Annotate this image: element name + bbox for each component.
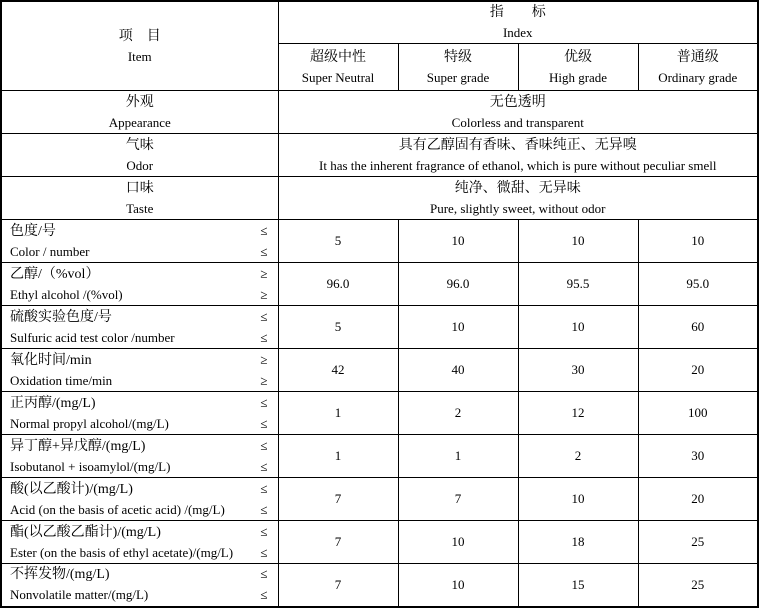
limit-symbol: ≥ [260,351,268,367]
item-cell [1,91,278,134]
value-cell: 5 [278,306,398,349]
value-cell: 10 [638,220,758,263]
value-en: It has the inherent fragrance of ethanol, which is pure without peculiar smell [319,157,717,173]
item-line-en [10,457,268,477]
value-cell: 10 [398,306,518,349]
value-cell: 10 [398,564,518,607]
item-cell [1,306,278,349]
item-line-zh [10,264,268,285]
grade-zh: 超级中性 [310,49,366,65]
value-cell: 18 [518,521,638,564]
row-odor [1,134,758,177]
item-line-en [10,500,268,520]
value-zh: 无色透明 [489,94,546,110]
item-label-en: Acid (on the basis of acetic acid) /(mg/L) [10,501,225,517]
value-cell: 96.0 [278,263,398,306]
limit-symbol: ≤ [260,394,268,410]
grade-header-high-grade [518,44,638,91]
item-header-cell [1,1,278,91]
limit-symbol: ≤ [260,501,268,517]
item-line-zh [10,522,268,543]
value-cell: 2 [518,435,638,478]
grade-en: Ordinary grade [658,69,738,85]
index-header-zh: 指 标 [489,5,546,20]
value-cell: 42 [278,349,398,392]
item-label-en: Odor [126,157,154,173]
item-label-zh: 异丁醇+异戊醇/(mg/L) [10,438,146,454]
value-cell-merged [278,91,758,134]
value-cell: 40 [398,349,518,392]
value-cell: 100 [638,392,758,435]
value-cell: 7 [278,521,398,564]
row-taste [1,177,758,220]
value-cell: 12 [518,392,638,435]
value-cell: 25 [638,564,758,607]
value-zh: 具有乙醇固有香味、香味纯正、无异嗅 [398,137,637,153]
value-cell: 1 [278,392,398,435]
grade-zh: 特级 [444,49,472,65]
item-label-en: Ester (on the basis of ethyl acetate)/(mg/L) [10,544,234,560]
item-label-zh: 酸(以乙酸计)/(mg/L) [10,481,133,497]
limit-symbol: ≤ [260,308,268,324]
item-label-en: Isobutanol + isoamylol/(mg/L) [10,458,171,474]
grade-en: Super Neutral [301,69,375,85]
limit-symbol: ≤ [260,566,268,582]
row-ethyl-alcohol [1,263,758,306]
item-label-en: Color / number [10,243,90,259]
row-oxidation-time [1,349,758,392]
item-cell [1,220,278,263]
item-label-zh: 正丙醇/(mg/L) [10,395,96,411]
limit-symbol: ≤ [260,437,268,453]
limit-symbol: ≤ [260,523,268,539]
row-nonvolatile-matter [1,564,758,607]
item-line-zh [10,436,268,457]
item-line-en [10,414,268,434]
item-label-en: Appearance [108,114,171,130]
item-cell [1,177,278,220]
limit-symbol: ≤ [260,544,268,560]
item-label-zh: 色度/号 [10,223,56,239]
item-line-zh [10,307,268,328]
grade-header-super-grade [398,44,518,91]
limit-symbol: ≤ [260,415,268,431]
limit-symbol: ≤ [260,329,268,345]
row-normal-propyl-alcohol [1,392,758,435]
item-line-en [10,242,268,262]
item-label-zh: 酯(以乙酸乙酯计)/(mg/L) [10,524,161,540]
item-cell [1,263,278,306]
item-label-en: Ethyl alcohol /(%vol) [10,286,123,302]
value-zh: 纯净、微甜、无异味 [454,180,581,196]
value-cell: 7 [278,564,398,607]
value-cell: 7 [398,478,518,521]
item-line-zh [10,564,268,585]
value-cell: 10 [518,306,638,349]
item-label-zh: 外观 [125,94,154,110]
item-cell [1,564,278,607]
item-line-zh [10,479,268,500]
row-color-number [1,220,758,263]
item-label-en: Nonvolatile matter/(mg/L) [10,587,149,603]
item-line-en [10,585,268,605]
limit-symbol: ≤ [260,243,268,259]
value-cell: 10 [518,220,638,263]
value-cell: 96.0 [398,263,518,306]
value-cell: 10 [518,478,638,521]
index-header-cell [278,1,758,44]
grade-en: Super grade [426,69,490,85]
grade-header-ordinary-grade [638,44,758,91]
value-cell: 95.5 [518,263,638,306]
value-cell-merged [278,134,758,177]
grade-header-super-neutral [278,44,398,91]
item-label-en: Taste [126,200,154,216]
item-line-zh [10,393,268,414]
grade-zh: 优级 [564,49,592,65]
value-cell: 20 [638,478,758,521]
value-en: Pure, slightly sweet, without odor [430,200,606,216]
item-label-zh: 硫酸实验色度/号 [10,309,112,325]
value-cell: 60 [638,306,758,349]
limit-symbol: ≤ [260,587,268,603]
value-cell: 25 [638,521,758,564]
value-en: Colorless and transparent [451,114,584,130]
row-isobutanol-isoamylol [1,435,758,478]
limit-symbol: ≤ [260,222,268,238]
item-line-en [10,543,268,563]
item-label-en: Normal propyl alcohol/(mg/L) [10,415,169,431]
value-cell: 1 [278,435,398,478]
item-line-zh [10,350,268,371]
item-line-en [10,371,268,391]
value-cell: 10 [398,220,518,263]
row-ester [1,521,758,564]
value-cell: 15 [518,564,638,607]
item-label-en: Oxidation time/min [10,372,113,388]
grade-zh: 普通级 [676,49,719,65]
value-cell: 20 [638,349,758,392]
item-header-en: Item [127,48,152,64]
value-cell: 1 [398,435,518,478]
item-label-zh: 口味 [125,180,154,196]
value-cell: 30 [638,435,758,478]
limit-symbol: ≥ [260,286,268,302]
header-row-index [1,1,758,44]
limit-symbol: ≥ [260,265,268,281]
item-line-zh [10,221,268,242]
limit-symbol: ≤ [260,480,268,496]
item-line-en [10,328,268,348]
item-label-zh: 不挥发物/(mg/L) [10,567,110,583]
item-line-en [10,285,268,305]
item-label-zh: 氧化时间/min [10,352,92,368]
grade-en: High grade [548,69,608,85]
value-cell: 7 [278,478,398,521]
item-cell [1,392,278,435]
value-cell: 2 [398,392,518,435]
item-cell [1,134,278,177]
value-cell-merged [278,177,758,220]
item-cell [1,349,278,392]
limit-symbol: ≥ [260,372,268,388]
item-label-zh: 气味 [125,137,154,153]
item-cell [1,478,278,521]
row-sulfuric-acid-test-color [1,306,758,349]
limit-symbol: ≤ [260,458,268,474]
item-label-zh: 乙醇/（%vol） [10,266,100,282]
value-cell: 5 [278,220,398,263]
item-cell [1,521,278,564]
item-cell [1,435,278,478]
index-header-en: Index [502,25,533,40]
item-label-en: Sulfuric acid test color /number [10,329,175,345]
value-cell: 10 [398,521,518,564]
row-acid [1,478,758,521]
value-cell: 30 [518,349,638,392]
row-appearance [1,91,758,134]
item-header-zh: 项 目 [118,28,161,44]
value-cell: 95.0 [638,263,758,306]
